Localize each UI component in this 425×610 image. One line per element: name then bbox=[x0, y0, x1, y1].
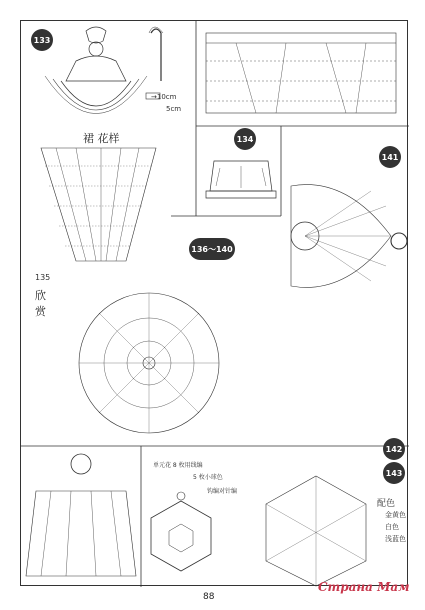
lace-strip-diagram bbox=[196, 21, 409, 126]
panel-134 bbox=[196, 126, 281, 216]
doily-diagram bbox=[21, 271, 281, 446]
note-5cm: 5cm bbox=[166, 105, 182, 113]
badge-133: 133 bbox=[31, 29, 53, 51]
badge-143: 143 bbox=[383, 462, 405, 484]
panel-133 bbox=[21, 21, 196, 126]
panel-lace-strip bbox=[196, 21, 409, 126]
panel-141 bbox=[281, 126, 409, 366]
skirt-fan-diagram bbox=[21, 126, 196, 271]
fan-141-diagram bbox=[281, 126, 409, 366]
bell-142-diagram bbox=[21, 446, 141, 587]
page-number: 88 bbox=[203, 592, 215, 602]
legend-item-3: 浅蓝色 bbox=[385, 535, 406, 543]
pattern-page bbox=[20, 20, 408, 586]
legend-item-2: 白色 bbox=[385, 523, 399, 531]
badge-134: 134 bbox=[234, 128, 256, 150]
note-10cm: →10cm bbox=[151, 93, 177, 101]
caption-2: 5 枚小球色 bbox=[193, 474, 223, 481]
panel-142 bbox=[21, 446, 141, 587]
caption-1: 单元花 8 枚用线编 bbox=[153, 462, 203, 469]
panel-143 bbox=[141, 446, 409, 587]
badge-142: 142 bbox=[383, 438, 405, 460]
caption-3: 钩编对针编 bbox=[207, 488, 238, 495]
title-char-2: 赏 bbox=[35, 305, 46, 318]
hexagon-diagrams bbox=[141, 446, 409, 587]
panel-skirt-pattern bbox=[21, 126, 196, 271]
skirt-title: 裙 花样 bbox=[83, 132, 120, 145]
legend-title: 配色 bbox=[377, 499, 396, 509]
skirt-134-diagram bbox=[196, 126, 281, 216]
watermark: Страна Мам bbox=[318, 580, 410, 594]
badge-136-140: 136～140 bbox=[189, 238, 235, 260]
panel-135 bbox=[21, 271, 281, 446]
title-char-1: 欣 bbox=[35, 289, 46, 302]
badge-141: 141 bbox=[379, 146, 401, 168]
label-135: 135 bbox=[35, 273, 51, 282]
legend-item-1: 金黄色 bbox=[385, 511, 406, 519]
